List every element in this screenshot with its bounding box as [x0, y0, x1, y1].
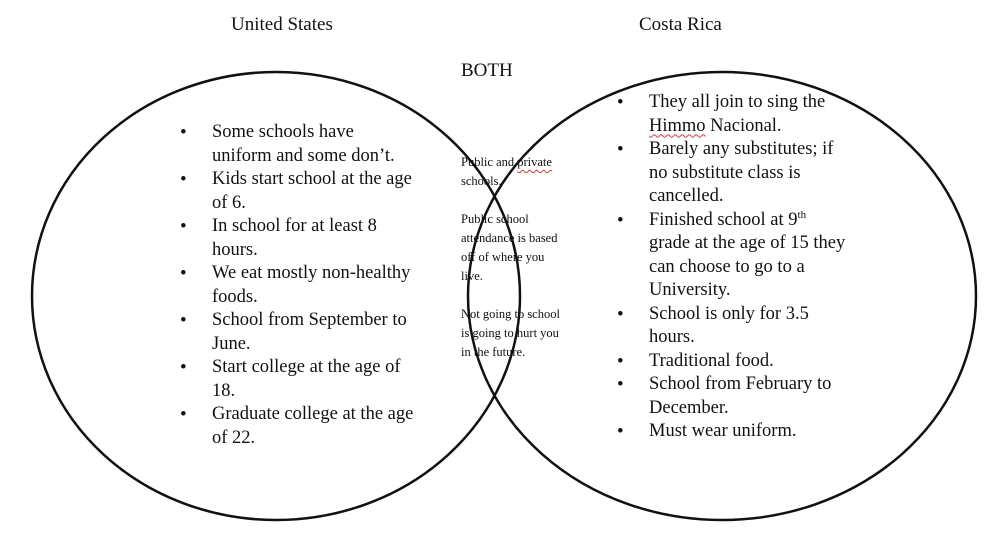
both-title: BOTH — [461, 60, 513, 81]
list-item: • School is only for 3.5 hours. — [615, 303, 847, 350]
item-text: schools. — [461, 174, 502, 188]
list-item: • Graduate college at the age of 22. — [178, 403, 418, 450]
list-item: • In school for at least 8 hours. — [178, 215, 418, 262]
both-item-attendance: Public school attendance is based off of where you live. — [461, 212, 558, 283]
item-text: Public and — [461, 155, 518, 169]
united-states-list — [178, 121, 418, 450]
costa-rica-list — [615, 91, 847, 444]
list-item — [615, 91, 847, 138]
list-item: • Must wear uniform. — [615, 420, 847, 444]
both-item-future: Not going to school is going to hurt you in the future. — [461, 307, 560, 359]
item-text: Finished school at 9 — [649, 209, 798, 230]
list-item — [615, 209, 847, 303]
united-states-title: United States — [231, 14, 333, 35]
list-item: • We eat mostly non-healthy foods. — [178, 262, 418, 309]
list-item: • School from February to December. — [615, 373, 847, 420]
costa-rica-title: Costa Rica — [639, 14, 722, 35]
list-item: • Some schools have uniform and some don’t. — [178, 121, 418, 168]
item-text: grade at the age of 15 they can choose to go to a University. — [649, 233, 846, 300]
item-text: Nacional. — [705, 115, 782, 136]
both-item-schools — [461, 153, 561, 191]
item-text: They all join to sing the — [649, 92, 826, 112]
list-item: • School from September to June. — [178, 309, 418, 356]
list-item: • Barely any substitutes; if no substitute class is cancelled. — [615, 138, 847, 209]
spellcheck-word: private — [517, 155, 552, 169]
superscript: th — [797, 208, 807, 221]
spellcheck-word: Himmo — [649, 115, 706, 136]
list-item: • Start college at the age of 18. — [178, 356, 418, 403]
list-item: • Kids start school at the age of 6. — [178, 168, 418, 215]
list-item: • Traditional food. — [615, 350, 847, 374]
